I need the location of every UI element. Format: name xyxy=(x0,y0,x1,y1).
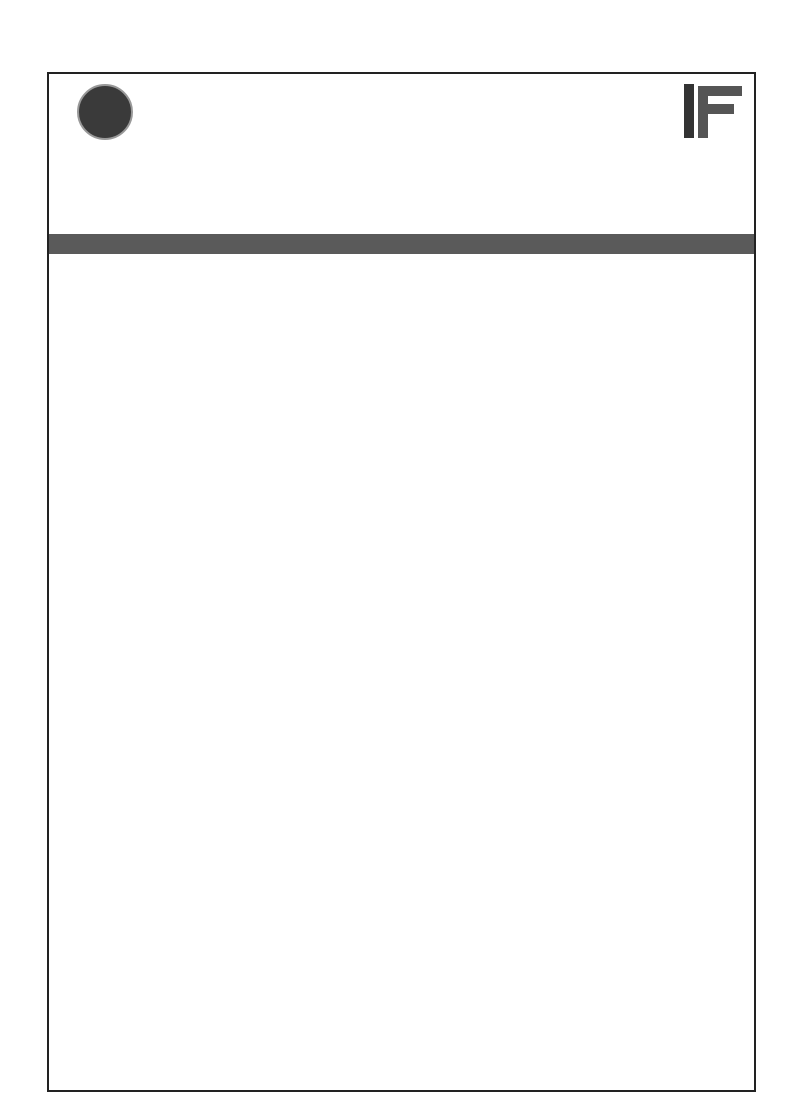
header xyxy=(49,74,754,162)
jielong-logo xyxy=(77,84,133,140)
page-frame xyxy=(47,72,756,1092)
partner-logo xyxy=(682,82,744,140)
special-notice-bar xyxy=(49,234,754,254)
